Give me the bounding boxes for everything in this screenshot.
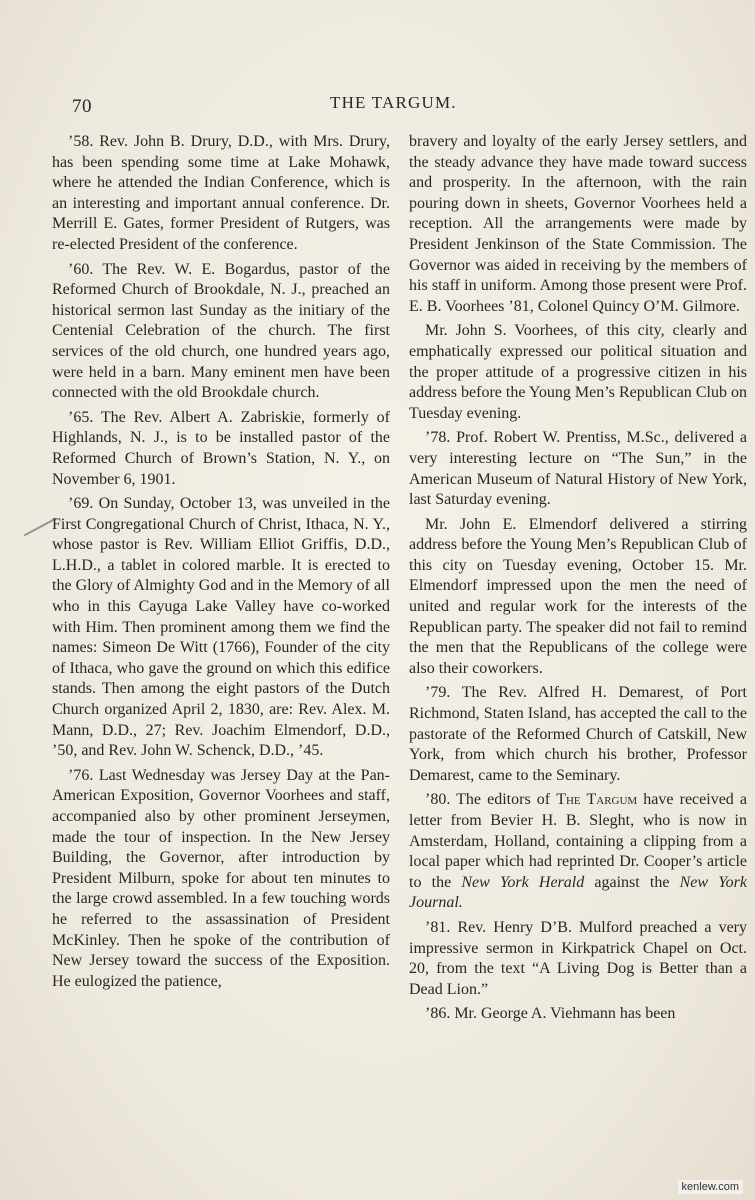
paragraph-voorhees: Mr. John S. Voorhees, of this city, clearly and emphatically expressed our political situation and the proper attitude of a progressive citizen in his address before the Young Men’s Republican Club on Tuesday evening. bbox=[409, 322, 747, 422]
paragraph-80-text-c: against the bbox=[584, 873, 680, 891]
left-column bbox=[52, 132, 390, 996]
paragraph-80-text-a: ’80. The editors of bbox=[425, 791, 557, 809]
paragraph-86: ’86. Mr. George A. Viehmann has been bbox=[425, 1005, 676, 1023]
paragraph-76: ’76. Last Wednesday was Jersey Day at the Pan-American Exposition, Governor Voorhees and staff, accompanied also by other prominent Jerseymen, made the tour of inspection. In the New Jersey Building, the Governor, after introduction by President Milburn, spoke for about ten minutes to the large crowd assembled. In a few touching words he referred to the assassination of President McKinley. Then he spoke of the contribution of New Jersey toward the success of the Exposition. He eulogized the patience, bbox=[52, 766, 390, 990]
paragraph-69: ’69. On Sunday, October 13, was unveiled in the First Congregational Church of Christ, Ithaca, N. Y., whose pastor is Rev. William Elliot Griffis, D.D., L.H.D., a tablet in colored marble. It is erected to the Glory of Almighty God and in the Memory of all who in this Cayuga Lake Valley have co-worked with Him. Then prominent among them we find the names: Simeon De Witt (1766), Founder of the city of Ithaca, who gave the ground on which this edifice stands. Then among the eight pastors of the Dutch Church organized April 2, 1830, are: Rev. Alex. M. Mann, D.D., 27; Rev. Joachim Elmendorf, D.D., ’50, and Rev. John W. Schenck, D.D., ’45. bbox=[52, 495, 390, 760]
herald-title: New York Herald bbox=[461, 873, 585, 891]
right-column bbox=[409, 132, 747, 1029]
paragraph-79: ’79. The Rev. Alfred H. Demarest, of Port Richmond, Staten Island, has accepted the call to the pastorate of the Reformed Church of Catskill, New York, from which church his brother, Professor Demarest, came to the Seminary. bbox=[409, 684, 747, 784]
page-number: 70 bbox=[72, 96, 92, 117]
paragraph-60: ’60. The Rev. W. E. Bogardus, pastor of the Reformed Church of Brookdale, N. J., preached an historical sermon last Sunday as the initiary of the Centenial Celebration of the church. The first services of the old church, one hundred years ago, were held in a barn. Many eminent men have been connected with the old Brookdale church. bbox=[52, 260, 390, 402]
paragraph-81: ’81. Rev. Henry D’B. Mulford preached a very impressive sermon in Kirkpatrick Chapel on Oct. 20, from the text “A Living Dog is Better than a Dead Lion.” bbox=[409, 918, 747, 998]
running-head: THE TARGUM. bbox=[330, 93, 457, 112]
paragraph-58: ’58. Rev. John B. Drury, D.D., with Mrs. Drury, has been spending some time at Lake Mohawk, where he attended the Indian Conference, which is an interesting and important annual conference. Dr. Merrill E. Gates, former President of Rutgers, was re-elected President of the conference. bbox=[52, 133, 390, 253]
watermark: kenlew.com bbox=[678, 1180, 743, 1194]
paragraph-80-text-b: have received a letter from Bevier H. B. Sleght, who is now in Amsterdam, Holland, containing a clipping from a local paper which had reprinted Dr. Cooper’s article to the bbox=[409, 791, 748, 891]
paragraph-76-continued: bravery and loyalty of the early Jersey settlers, and the steady advance they have made toward success and prosperity. In the afternoon, with the rain pouring down in sheets, Governor Voorhees held a reception. All the arrangements were made by President Jenkinson of the State Commission. The Governor was aided in receiving by the members of his staff in uniform. Among those present were Prof. E. B. Voorhees ’81, Colonel Quincy O’M. Gilmore. bbox=[409, 133, 747, 315]
paragraph-65: ’65. The Rev. Albert A. Zabriskie, formerly of Highlands, N. J., is to be installed pastor of the Reformed Church of Brown’s Station, N. Y., on November 6, 1901. bbox=[52, 408, 390, 488]
paragraph-80 bbox=[409, 790, 747, 914]
paragraph-78: ’78. Prof. Robert W. Prentiss, M.Sc., delivered a very interesting lecture on “The Sun,” in the American Museum of Natural History of New York, last Saturday evening. bbox=[409, 429, 747, 509]
paragraph-elmendorf: Mr. John E. Elmendorf delivered a stirring address before the Young Men’s Republican Club of this city on Tuesday evening, October 15. Mr. Elmendorf impressed upon the men the need of united and regular work for the interests of the Republican party. The speaker did not fail to remind the men that the Republicans of the college were also their coworkers. bbox=[409, 515, 747, 677]
journal-title: New York Journal. bbox=[409, 873, 748, 912]
targum-title: The Targum bbox=[556, 791, 638, 809]
